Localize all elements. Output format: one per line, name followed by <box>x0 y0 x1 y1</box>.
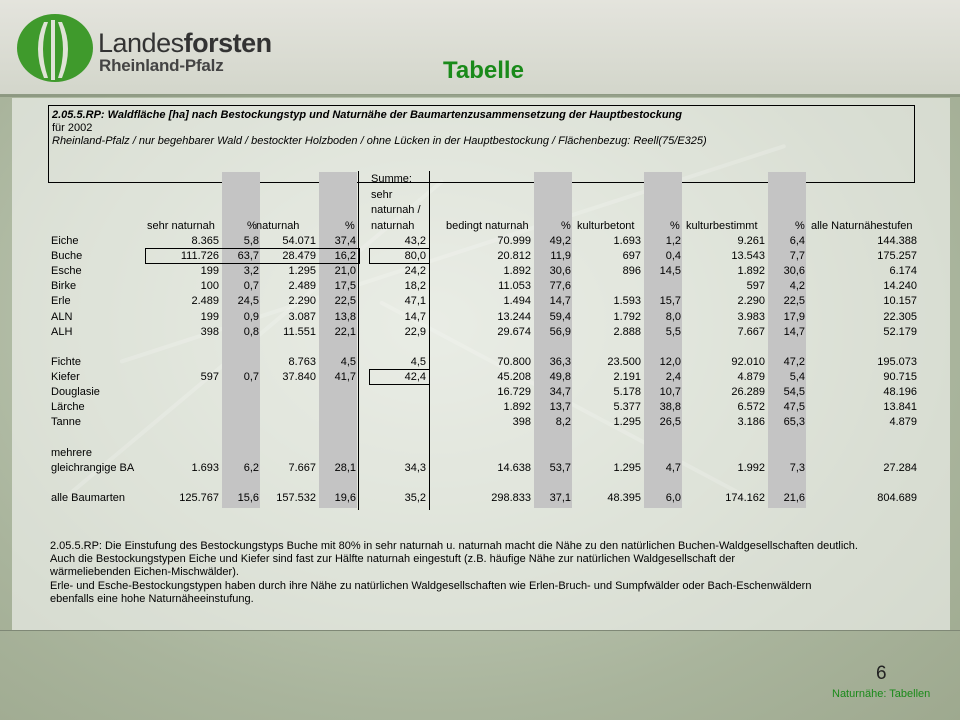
table-cell: 38,8 <box>659 401 681 414</box>
table-cell: 26.289 <box>731 386 765 399</box>
table-cell: 8,0 <box>665 310 681 323</box>
table-cell: 111.726 <box>180 250 219 263</box>
table-cell: 92.010 <box>731 355 765 368</box>
table-cell: 47,5 <box>783 401 805 414</box>
table-cell: 195.073 <box>877 355 917 368</box>
table-cell: 7.667 <box>288 461 316 474</box>
table-cell: 26,5 <box>659 416 681 429</box>
table-cell: 2.290 <box>288 295 316 308</box>
table-cell: 14,7 <box>549 295 571 308</box>
table-cell: 1.295 <box>613 461 641 474</box>
table-cell: 8.763 <box>288 355 316 368</box>
column-header: % <box>345 220 355 232</box>
table-cell: 18,2 <box>404 280 426 293</box>
table-cell: 13,8 <box>334 310 356 323</box>
table-cell: 11.551 <box>283 325 316 338</box>
table-cell: 1.693 <box>613 235 641 247</box>
table-cell: 14,5 <box>659 265 681 278</box>
table-cell: 6,4 <box>789 235 805 247</box>
table-cell: 4,5 <box>340 355 356 368</box>
table-cell: 6.174 <box>889 265 917 278</box>
row-label: mehrere <box>51 446 92 459</box>
table-cell: 27.284 <box>883 461 917 474</box>
table-cell: 6,0 <box>665 492 681 505</box>
table-cell: 56,9 <box>549 325 571 338</box>
row-label: ALH <box>51 325 73 338</box>
table-cell: 2.489 <box>191 295 219 308</box>
table-cell: 13,7 <box>549 401 571 414</box>
summe-header-line: naturnah / <box>371 204 421 216</box>
note-line: Auch die Bestockungstypen Eiche und Kiefer sind fast zur Hälfte naturnah eingestuft (z.B. häufige Nähe zur natürlichen Waldgesellschaft der <box>50 553 736 566</box>
table-cell: 2,4 <box>665 371 681 384</box>
row-label: Kiefer <box>51 371 80 384</box>
note-line: Erle- und Esche-Bestockungstypen haben durch ihre Nähe zu natürlichen Waldgesellschaften wie Erlen-Bruch- und Sumpfwälder oder Bach-Eschenwäldern <box>50 579 812 592</box>
summe-header-line: Summe: <box>371 173 412 185</box>
table-cell: 6,2 <box>243 461 259 474</box>
table-cell: 22.305 <box>883 310 917 323</box>
explanation-note <box>50 540 858 606</box>
brand-name: Landesforsten <box>98 28 272 58</box>
note-line: wärmeliebenden Eichen-Mischwälder). <box>50 566 239 579</box>
page-title: Tabelle <box>443 57 524 84</box>
table-cell: 6.572 <box>737 401 765 414</box>
table-cell: 697 <box>622 250 641 263</box>
table-cell: 1,2 <box>665 235 681 247</box>
table-cell: 398 <box>200 325 219 338</box>
note-line: 2.05.5.RP: Die Einstufung des Bestockungstyps Buche mit 80% in sehr naturnah u. naturnah macht die Nähe zu den natürlichen Buchen-Waldgesellschaften deutlich. <box>50 540 858 552</box>
table-cell: 1.295 <box>613 416 641 429</box>
table-cell: 48.196 <box>883 386 917 399</box>
table-cell: 63,7 <box>237 250 259 263</box>
row-label: Douglasie <box>51 386 100 399</box>
table-cell: 20.812 <box>497 250 531 263</box>
table-cell: 1.892 <box>503 265 531 278</box>
table-cell: 896 <box>622 265 641 278</box>
table-cell: 54,5 <box>783 386 805 399</box>
table-cell: 5.377 <box>613 401 641 414</box>
table-cell: 16,2 <box>334 250 356 263</box>
table-cell: 7.667 <box>737 325 765 338</box>
table-cell: 80,0 <box>404 250 426 263</box>
table-cell: 29.674 <box>497 325 531 338</box>
table-cell: 77,6 <box>549 280 571 293</box>
table-cell: 597 <box>200 371 219 384</box>
row-label: Lärche <box>51 401 85 414</box>
row-label: Buche <box>51 250 83 263</box>
column-header: % <box>670 220 680 232</box>
row-label: Fichte <box>51 355 81 368</box>
table-cell: 1.295 <box>288 265 316 278</box>
table-cell: 22,1 <box>334 325 356 338</box>
table-cell: 3,2 <box>243 265 259 278</box>
table-cell: 49,8 <box>549 371 571 384</box>
table-cell: 199 <box>200 265 219 278</box>
table-cell: 53,7 <box>549 461 571 474</box>
summe-header-line: sehr <box>371 188 393 201</box>
table-cell: 174.162 <box>725 492 765 505</box>
table-cell: 10.157 <box>883 295 917 308</box>
footer-section: Naturnähe: Tabellen <box>832 688 931 700</box>
table-cell: 42,4 <box>404 371 426 384</box>
table-cell: 13.244 <box>497 310 531 323</box>
column-header: kulturbetont <box>577 220 635 232</box>
table-cell: 1.892 <box>503 401 531 414</box>
table-cell: 49,2 <box>549 235 571 247</box>
table-cell: 22,5 <box>783 295 805 308</box>
column-header: % <box>247 220 257 232</box>
table-cell: 22,5 <box>334 295 356 308</box>
table-cell: 24,2 <box>404 265 426 278</box>
row-label: Birke <box>51 280 77 293</box>
table-cell: 70.800 <box>497 355 531 368</box>
table-cell: 14.638 <box>497 461 531 474</box>
table-cell: 5,8 <box>243 235 259 247</box>
table-cell: 37,4 <box>334 235 356 247</box>
column-header: % <box>795 220 805 232</box>
table-cell: 1.892 <box>737 265 765 278</box>
caption-scope: Rheinland-Pfalz / nur begehbarer Wald / bestockter Holzboden / ohne Lücken in der Hauptbestockung / Flächenbezug: Reell(75/E325) <box>52 135 707 147</box>
table-cell: 28.479 <box>282 250 316 263</box>
table-cell: 4,7 <box>665 461 681 474</box>
table-cell: 4,2 <box>789 280 805 293</box>
table-cell: 24,5 <box>237 295 259 308</box>
table-cell: 100 <box>200 280 219 293</box>
table-cell: 4.879 <box>889 416 917 429</box>
table-cell: 1.693 <box>191 461 219 474</box>
table-cell: 125.767 <box>179 492 219 505</box>
table-cell: 4,5 <box>410 355 426 368</box>
note-line: ebenfalls eine hohe Naturnäheeinstufung. <box>50 592 254 605</box>
row-label: Tanne <box>51 416 81 429</box>
table-cell: 59,4 <box>549 310 571 323</box>
table-cell: 11.053 <box>498 280 531 293</box>
summe-header-line: naturnah <box>371 219 415 232</box>
table-cell: 10,7 <box>659 386 681 399</box>
table-cell: 19,6 <box>334 492 356 505</box>
table-cell: 0,8 <box>243 325 259 338</box>
table-cell: 157.532 <box>276 492 316 505</box>
table-cell: 7,7 <box>789 250 805 263</box>
table-cell: 37,1 <box>549 492 571 505</box>
column-header: sehr naturnah <box>147 220 215 232</box>
table-cell: 804.689 <box>877 492 917 505</box>
table-cell: 14,7 <box>783 325 805 338</box>
table-cell: 8,2 <box>555 416 571 429</box>
table-cell: 175.257 <box>877 250 917 263</box>
table-cell: 0,9 <box>243 310 259 323</box>
column-header: bedingt naturnah <box>446 220 529 232</box>
table-cell: 2.290 <box>737 295 765 308</box>
table-cell: 3.186 <box>737 416 765 429</box>
table-cell: 17,9 <box>783 310 805 323</box>
table-cell: 16.729 <box>497 386 531 399</box>
table-cell: 17,5 <box>334 280 356 293</box>
table-cell: 12,0 <box>659 355 681 368</box>
table-cell: 52.179 <box>883 325 917 338</box>
table-cell: 45.208 <box>497 371 531 384</box>
table-cell: 9.261 <box>737 235 765 247</box>
table-cell: 21,0 <box>334 265 356 278</box>
table-cell: 65,3 <box>783 416 805 429</box>
table-cell: 35,2 <box>404 492 426 505</box>
column-header: kulturbestimmt <box>686 220 758 232</box>
table-cell: 7,3 <box>789 461 805 474</box>
table-cell: 14.240 <box>883 280 917 293</box>
table-cell: 5.178 <box>613 386 641 399</box>
table-cell: 1.494 <box>503 295 531 308</box>
row-label: Erle <box>51 295 71 308</box>
table-cell: 1.593 <box>613 295 641 308</box>
table-cell: 199 <box>200 310 219 323</box>
table-cell: 14,7 <box>404 310 426 323</box>
table-cell: 4.879 <box>737 371 765 384</box>
caption-year: für 2002 <box>52 122 93 134</box>
table-cell: 47,2 <box>783 355 805 368</box>
table-cell: 298.833 <box>491 492 531 505</box>
table-cell: 2.489 <box>288 280 316 293</box>
table-cell: 23.500 <box>607 355 641 368</box>
table-cell: 22,9 <box>404 325 426 338</box>
page-number: 6 <box>876 663 887 684</box>
table-cell: 597 <box>746 280 765 293</box>
table-cell: 34,3 <box>404 461 426 474</box>
table-cell: 43,2 <box>404 235 426 247</box>
row-label: Esche <box>51 265 82 278</box>
column-header: % <box>561 220 571 232</box>
table-cell: 54.071 <box>282 235 316 247</box>
row-label: gleichrangige BA <box>51 461 135 474</box>
column-header: alle Naturnähestufen <box>811 220 913 232</box>
table-cell: 48.395 <box>607 492 641 505</box>
table-cell: 21,6 <box>783 492 805 505</box>
table-cell: 5,5 <box>665 325 681 338</box>
table-cell: 2.888 <box>613 325 641 338</box>
row-label: alle Baumarten <box>51 492 125 505</box>
table-cell: 15,6 <box>237 492 259 505</box>
table-cell: 5,4 <box>789 371 805 384</box>
row-label: ALN <box>51 310 73 323</box>
table-cell: 37.840 <box>282 371 316 384</box>
column-header: naturnah <box>256 220 300 232</box>
table-cell: 11,9 <box>550 250 571 263</box>
table-cell: 1.792 <box>613 310 641 323</box>
table-cell: 28,1 <box>334 461 356 474</box>
table-cell: 0,7 <box>243 371 259 384</box>
table-cell: 1.992 <box>737 461 765 474</box>
table-cell: 3.983 <box>737 310 765 323</box>
table-cell: 0,4 <box>665 250 681 263</box>
table-cell: 398 <box>512 416 531 429</box>
table-cell: 2.191 <box>613 371 641 384</box>
table-cell: 30,6 <box>783 265 805 278</box>
table-cell: 3.087 <box>288 310 316 323</box>
table-cell: 34,7 <box>549 386 571 399</box>
table-cell: 36,3 <box>549 355 571 368</box>
caption-title: 2.05.5.RP: Waldfläche [ha] nach Bestockungstyp und Naturnähe der Baumartenzusammensetzung der Hauptbestockung <box>52 109 682 121</box>
table-cell: 70.999 <box>497 235 531 247</box>
table-cell: 30,6 <box>549 265 571 278</box>
table-cell: 144.388 <box>877 235 917 247</box>
table-cell: 13.841 <box>883 401 917 414</box>
table-cell: 47,1 <box>404 295 426 308</box>
row-label: Eiche <box>51 235 79 247</box>
table-cell: 8.365 <box>191 235 219 247</box>
table-cell: 90.715 <box>883 371 917 384</box>
brand-region: Rheinland-Pfalz <box>99 56 224 75</box>
table-cell: 41,7 <box>334 371 356 384</box>
table-cell: 0,7 <box>243 280 259 293</box>
table-cell: 13.543 <box>731 250 765 263</box>
table-cell: 15,7 <box>659 295 681 308</box>
